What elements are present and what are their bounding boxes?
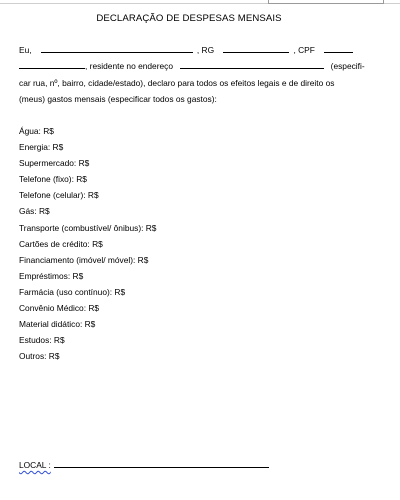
intro-line-2 [19,60,363,73]
intro-line-3: car rua, nº, bairro, cidade/estado), declaro para todos os efeitos legais e de direito os [19,78,335,88]
expense-item: Cartões de crédito: R$ [19,238,103,249]
header-box [268,0,384,4]
local-label: LOCAL : [19,460,51,470]
expense-item: Estudos: R$ [19,335,65,346]
expense-item: Convênio Médico: R$ [19,303,100,314]
expense-item: Outros: R$ [19,351,60,362]
expense-item: Gás: R$ [19,206,50,217]
expense-item: Energia: R$ [19,142,64,153]
intro-line-1 [19,44,363,57]
expense-item: Água: R$ [19,126,54,136]
cpf-blank-continued [19,61,85,69]
expense-item: Empréstimos: R$ [19,270,84,281]
expense-item: Supermercado: R$ [19,158,90,169]
expense-item: Farmácia (uso contínuo): R$ [19,286,126,297]
expense-item: Transporte (combustível/ ônibus): R$ [19,222,157,233]
especificar-text: (especifi- [330,61,365,71]
intro-line-4: (meus) gastos mensais (especificar todos os gastos): [19,94,217,104]
local-blank [54,460,269,468]
expense-item: Telefone (celular): R$ [19,190,99,201]
expense-item: Telefone (fixo): R$ [19,174,87,185]
rg-blank [223,45,289,53]
cpf-label: , CPF [293,45,315,55]
local-signature-line [19,460,269,470]
expense-item: Material didático: R$ [19,319,96,330]
expense-item: Financiamento (imóvel/ móvel): R$ [19,254,149,265]
rg-label: , RG [196,45,215,55]
expense-list [19,123,156,364]
cpf-blank [324,45,353,53]
document-title: DECLARAÇÃO DE DESPESAS MENSAIS [96,13,282,24]
address-blank [180,61,324,69]
residente-text: , residente no endereço [85,61,173,71]
eu-label: Eu, [19,45,32,55]
name-blank [41,45,193,53]
